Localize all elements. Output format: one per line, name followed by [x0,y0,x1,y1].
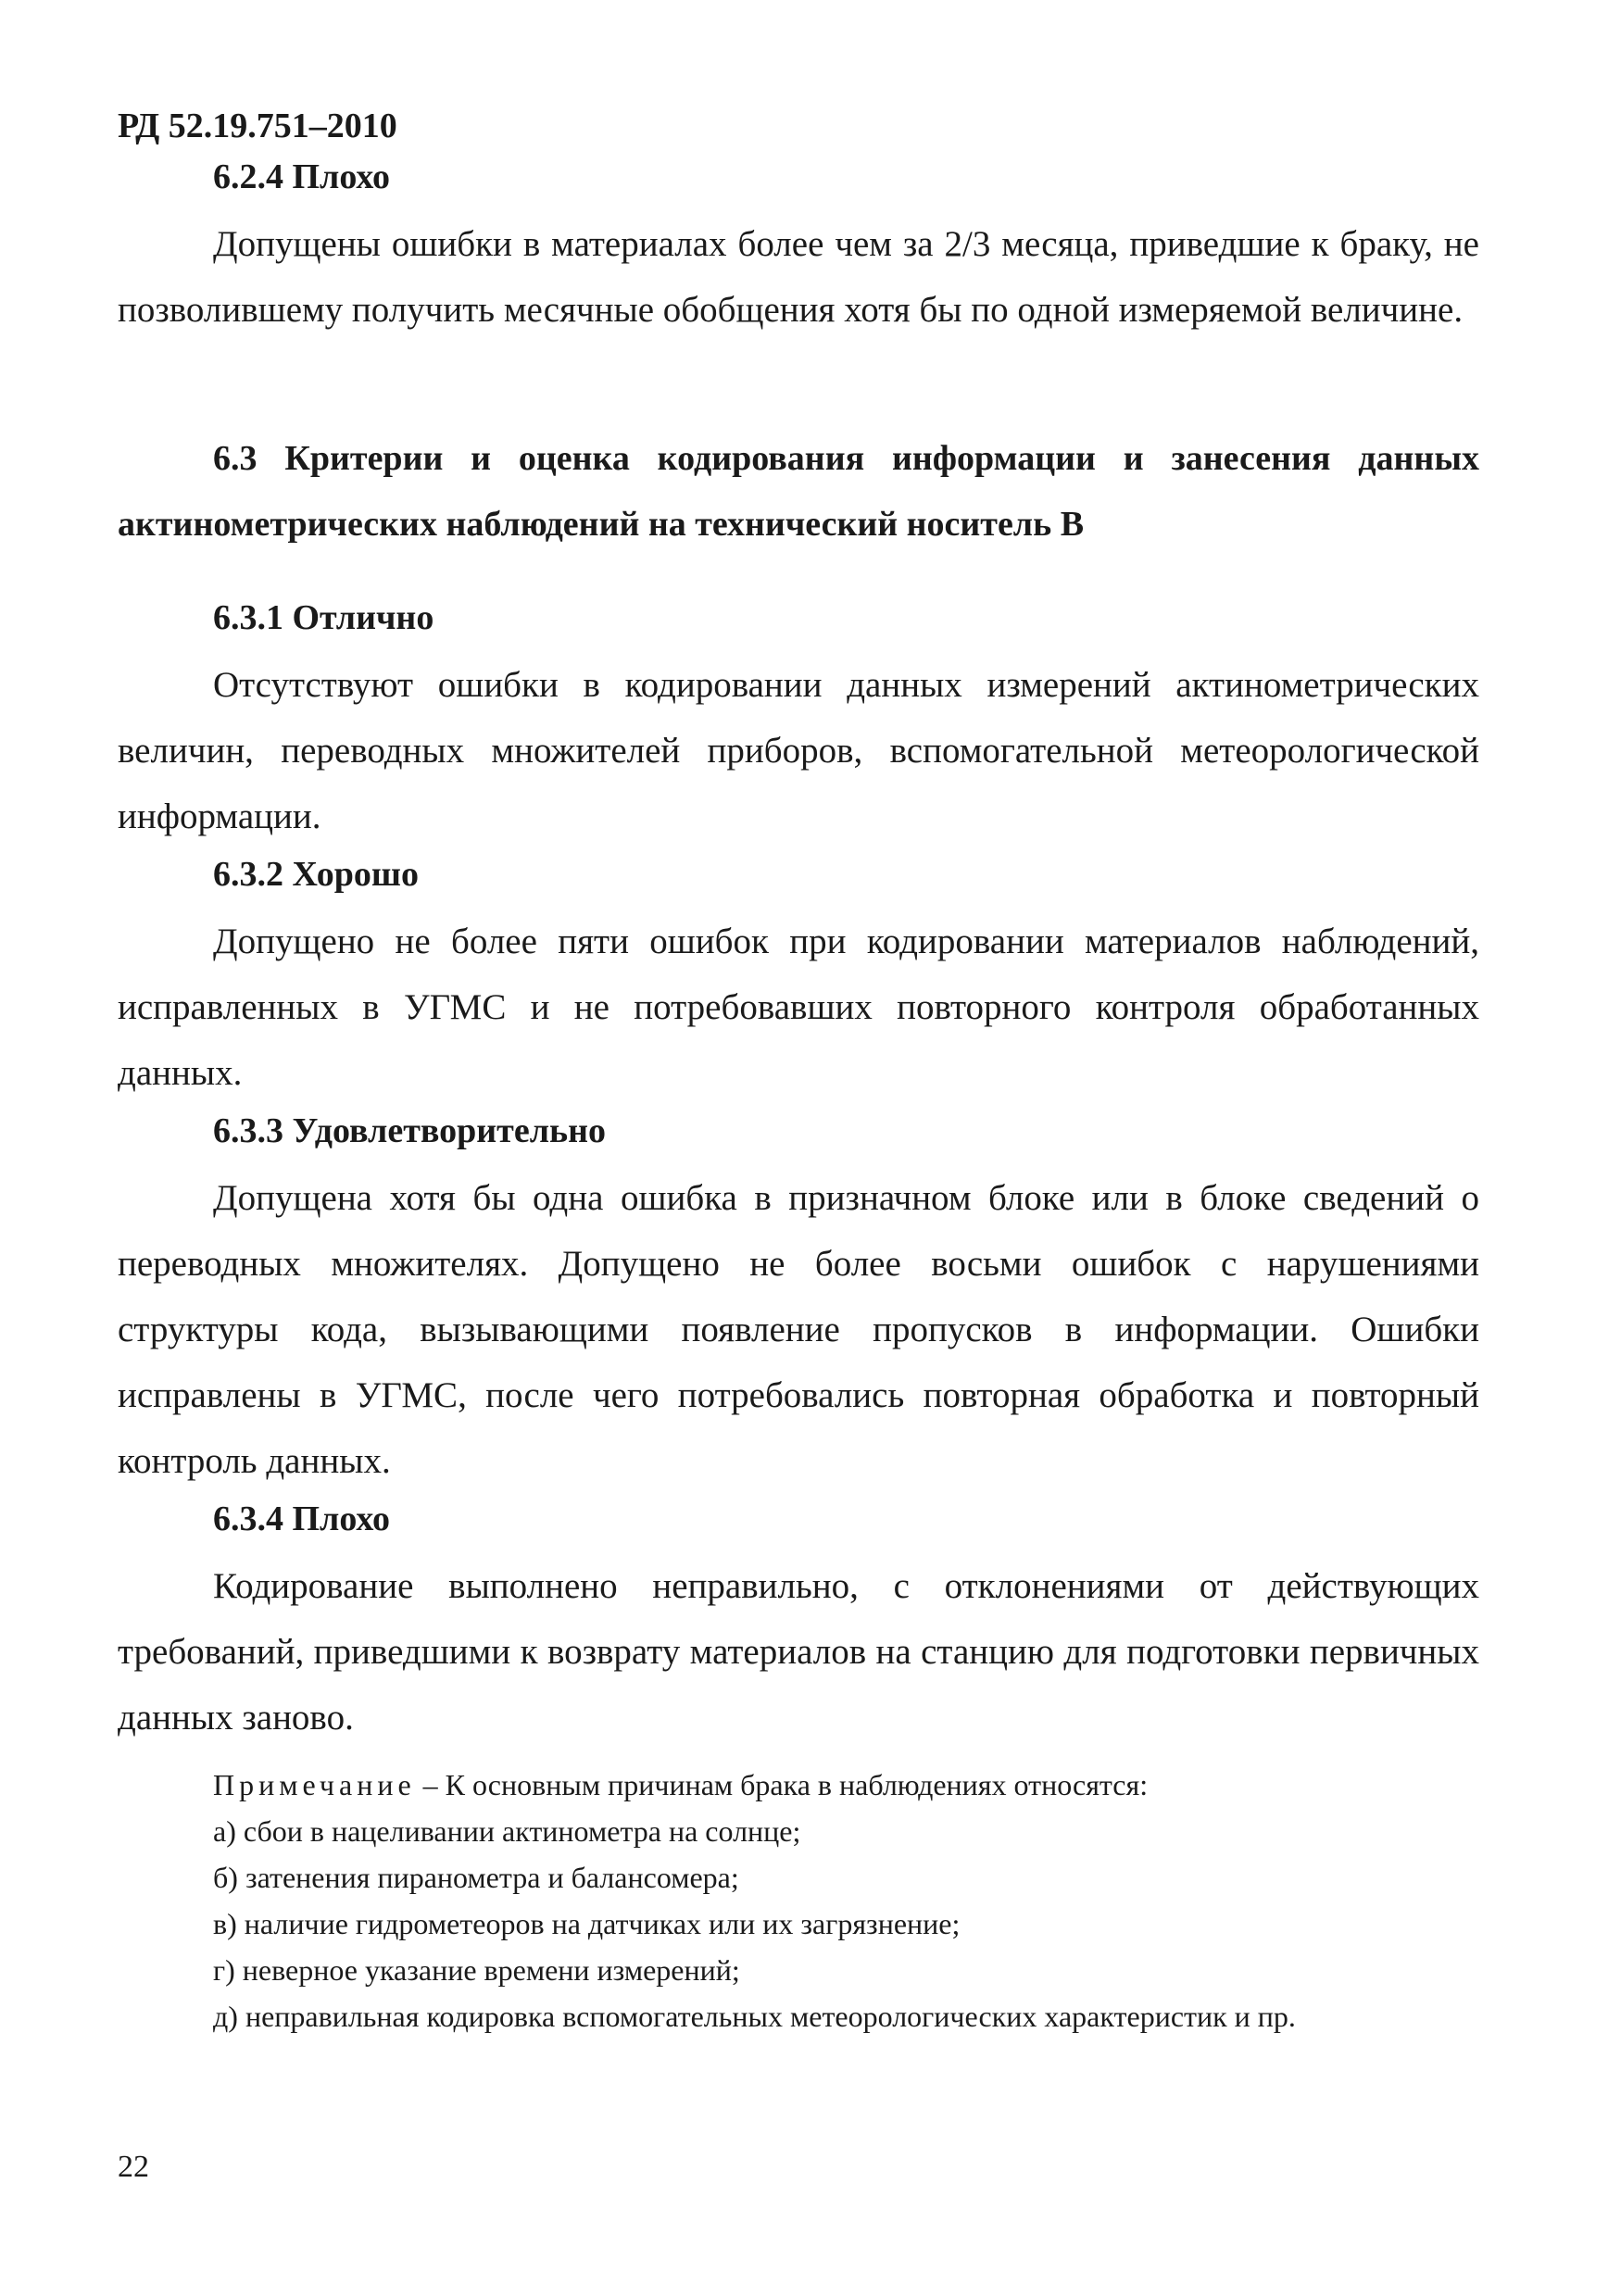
note-block [118,1762,1479,2039]
page-number: 22 [118,2150,149,2184]
heading-6-3: 6.3 Критерии и оценка кодирования информации и занесения данных актинометрических наблюдений на технический носитель В [118,439,1479,544]
note-item: а) сбои в нацеливании актинометра на солнце; [213,1814,801,1848]
heading-6-3-3: 6.3.3 Удовлетворительно [213,1111,607,1150]
heading-6-3-2: 6.3.2 Хорошо [213,855,419,894]
paragraph-6-3-1: Отсутствуют ошибки в кодировании данных измерений актинометрических величин, переводных множителей приборов, вспомогательной метеорологической информации. [118,665,1479,836]
heading-6-2-4: 6.2.4 Плохо [213,157,390,196]
page-content [118,152,1479,2039]
paragraph-6-2-4: Допущены ошибки в материалах более чем за 2/3 месяца, приведшие к браку, не позволившему получить месячные обобщения хотя бы по одной измеряемой величине. [118,224,1479,330]
note-label: Примечание [213,1768,416,1801]
note-item: в) наличие гидрометеоров на датчиках или их загрязнение; [213,1907,961,1940]
note-lead [118,1762,1479,1808]
document-code: РД 52.19.751–2010 [118,107,397,145]
heading-6-3-4: 6.3.4 Плохо [213,1499,390,1538]
note-item: б) затенения пиранометра и балансомера; [213,1861,739,1894]
paragraph-6-3-3: Допущена хотя бы одна ошибка в призначном блоке или в блоке сведений о переводных множителях. Допущено не более восьми ошибок с нарушениями структуры кода, вызывающими появление пропусков в информации. Ошибки исправлены в УГМС, после чего потребовались повторная обработка и повторный контроль данных. [118,1178,1479,1481]
note-item: д) неправильная кодировка вспомогательных метеорологических характеристик и пр. [213,2000,1296,2033]
note-lead-text: – К основным причинам брака в наблюдениях относятся: [415,1768,1149,1801]
paragraph-6-3-4: Кодирование выполнено неправильно, с отклонениями от действующих требований, приведшими к возврату материалов на станцию для подготовки первичных данных заново. [118,1566,1479,1738]
paragraph-6-3-2: Допущено не более пяти ошибок при кодировании материалов наблюдений, исправленных в УГМС и не потребовавших повторного контроля обработанных данных. [118,922,1479,1093]
heading-6-3-1: 6.3.1 Отлично [213,598,434,637]
note-item: г) неверное указание времени измерений; [213,1953,740,1987]
